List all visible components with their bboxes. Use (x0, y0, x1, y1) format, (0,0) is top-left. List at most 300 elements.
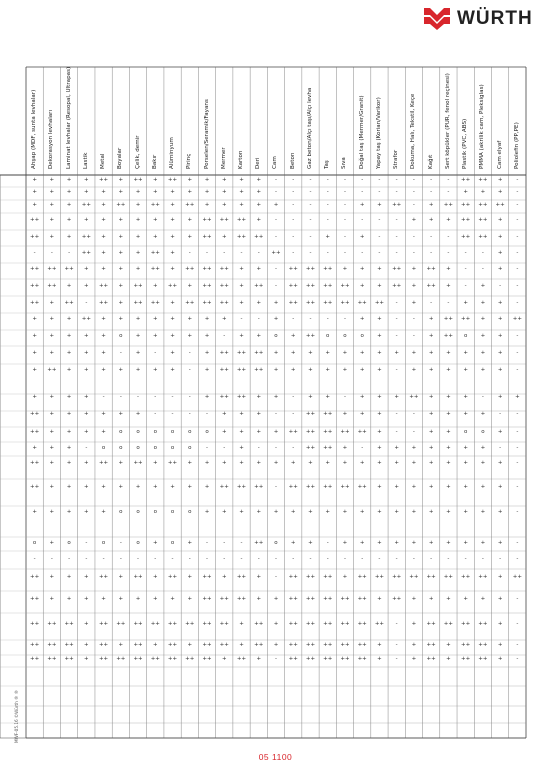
table-cell: + (101, 429, 106, 435)
table-cell: ++ (167, 177, 178, 183)
table-cell: - (206, 250, 209, 256)
table-cell: ++ (202, 283, 212, 289)
table-cell: + (446, 596, 451, 602)
table-cell: ++ (150, 250, 160, 256)
table-cell: o (153, 509, 157, 515)
table-cell: + (66, 411, 72, 417)
table-cell: - (395, 316, 398, 322)
table-cell: - (274, 189, 277, 195)
table-cell: + (428, 333, 434, 339)
table-cell: + (480, 460, 486, 466)
table-cell: - (412, 556, 415, 562)
table-cell: + (32, 394, 37, 400)
table-cell: - (274, 217, 277, 223)
table-cell: + (84, 429, 89, 435)
table-cell: + (394, 540, 399, 546)
table-cell: - (292, 316, 295, 322)
table-cell: ++ (512, 574, 522, 580)
header-label: Karton (238, 150, 244, 169)
table-cell: + (480, 445, 486, 451)
table-cell: + (66, 177, 72, 183)
table-cell: + (135, 266, 141, 272)
header-7 (129, 67, 146, 175)
table-cell: ++ (478, 642, 488, 648)
table-cell: + (118, 300, 124, 306)
table-cell: ++ (219, 596, 229, 602)
table-cell: + (153, 177, 158, 183)
table-cell: + (153, 574, 158, 580)
table-cell: ++ (219, 642, 229, 648)
table-cell: + (497, 333, 503, 339)
table-cell: + (66, 316, 72, 322)
table-cell: + (239, 460, 244, 466)
table-cell: ++ (340, 621, 350, 627)
table-cell: + (118, 189, 124, 195)
table-cell: - (343, 217, 346, 223)
table-cell: - (326, 540, 329, 546)
table-cell: + (480, 300, 486, 306)
table-cell: + (273, 367, 279, 373)
table-cell: - (464, 250, 467, 256)
table-cell: + (480, 596, 486, 602)
table-cell: + (204, 333, 210, 339)
table-cell: ++ (30, 484, 40, 490)
table-cell: + (428, 460, 434, 466)
table-cell: + (101, 189, 106, 195)
table-cell: + (256, 202, 262, 208)
table-cell: - (188, 250, 191, 256)
table-cell: + (239, 333, 244, 339)
table-cell: - (378, 177, 381, 183)
table-cell: - (361, 189, 364, 195)
table-cell: + (497, 300, 503, 306)
table-cell: ++ (288, 484, 298, 490)
table-cell: + (135, 202, 141, 208)
table-cell: + (411, 484, 417, 490)
table-cell: + (101, 234, 106, 240)
table-cell: - (395, 429, 398, 435)
table-cell: - (499, 283, 502, 289)
table-cell: + (497, 509, 503, 515)
table-cell: ++ (357, 642, 367, 648)
header-label: Pirinç (186, 153, 193, 169)
table-cell: + (66, 509, 72, 515)
table-cell: + (118, 217, 124, 223)
table-cell: + (428, 217, 434, 223)
table-cell: + (446, 283, 451, 289)
header-27 (474, 67, 491, 175)
table-cell: - (516, 460, 519, 466)
table-cell: + (377, 367, 382, 373)
table-cell: + (239, 202, 244, 208)
header-17 (302, 67, 319, 175)
table-cell: + (428, 411, 434, 417)
header-11 (198, 67, 215, 175)
table-cell: - (447, 300, 450, 306)
table-cell: ++ (236, 350, 247, 356)
table-cell: - (309, 556, 312, 562)
table-cell: o (481, 429, 485, 435)
table-cell: - (447, 556, 450, 562)
table-cell: + (411, 300, 417, 306)
table-cell: + (411, 540, 417, 546)
table-cell: + (49, 445, 55, 451)
table-cell: - (50, 250, 53, 256)
table-cell: + (170, 367, 175, 373)
header-20 (354, 67, 371, 175)
table-cell: + (325, 234, 331, 240)
table-cell: - (309, 234, 312, 240)
table-cell: ++ (357, 300, 367, 306)
table-cell: + (497, 484, 503, 490)
table-cell: ++ (116, 621, 126, 627)
table-cell: o (360, 333, 364, 339)
table-cell: - (378, 217, 381, 223)
table-cell: - (395, 300, 398, 306)
table-cell: ++ (167, 283, 178, 289)
table-cell: + (497, 460, 503, 466)
table-cell: + (101, 266, 106, 272)
header-13 (233, 67, 250, 175)
table-cell: - (68, 250, 71, 256)
table-cell: ++ (30, 283, 40, 289)
table-cell: - (481, 250, 484, 256)
table-cell: + (428, 367, 434, 373)
table-cell: + (49, 234, 55, 240)
table-cell: + (428, 202, 434, 208)
table-cell: - (206, 411, 209, 417)
table-cell: - (292, 189, 295, 195)
table-cell: + (153, 642, 158, 648)
table-cell: + (187, 283, 193, 289)
table-cell: + (221, 177, 227, 183)
table-cell: + (359, 460, 365, 466)
table-cell: + (428, 540, 434, 546)
table-cell: + (359, 394, 365, 400)
table-cell: - (395, 411, 398, 417)
table-cell: + (394, 394, 399, 400)
table-cell: + (84, 574, 89, 580)
table-cell: - (119, 540, 122, 546)
table-cell: + (135, 411, 141, 417)
table-cell: ++ (47, 656, 57, 662)
table-cell: + (204, 189, 210, 195)
table-cell: - (326, 250, 329, 256)
table-cell: + (221, 429, 227, 435)
table-cell: + (118, 266, 124, 272)
table-cell: - (516, 621, 519, 627)
table-cell: ++ (426, 642, 436, 648)
table-cell: ++ (305, 656, 316, 662)
table-cell: + (135, 234, 141, 240)
table-cell: - (430, 250, 433, 256)
table-cell: + (187, 217, 193, 223)
table-cell: - (395, 656, 398, 662)
table-cell: ++ (443, 333, 453, 339)
table-cell: + (153, 217, 158, 223)
table-cell: + (66, 394, 72, 400)
table-cell: - (395, 556, 398, 562)
table-cell: + (377, 460, 382, 466)
table-cell: - (481, 266, 484, 272)
table-cell: ++ (116, 202, 126, 208)
table-cell: + (101, 217, 106, 223)
table-cell: + (256, 574, 262, 580)
table-cell: + (359, 283, 365, 289)
table-cell: + (480, 350, 486, 356)
table-cell: + (394, 445, 399, 451)
table-cell: ++ (64, 621, 74, 627)
table-cell: + (153, 333, 158, 339)
table-cell: - (412, 429, 415, 435)
table-cell: o (170, 445, 175, 451)
table-cell: + (135, 316, 141, 322)
table-cell: ++ (236, 234, 247, 240)
table-cell: ++ (219, 484, 229, 490)
table-cell: - (171, 411, 174, 417)
table-cell: + (153, 316, 158, 322)
table-cell: - (499, 445, 502, 451)
table-cell: + (394, 484, 399, 490)
table-cell: + (256, 429, 262, 435)
table-cell: ++ (133, 642, 143, 648)
table-cell: + (480, 189, 486, 195)
table-cell: + (463, 540, 468, 546)
table-cell: + (290, 350, 296, 356)
table-cell: + (359, 367, 365, 373)
table-cell: + (342, 540, 348, 546)
table-cell: + (49, 300, 55, 306)
table-cell: - (326, 217, 329, 223)
table-cell: - (343, 234, 346, 240)
header-9 (164, 67, 181, 175)
table-cell: - (516, 656, 519, 662)
table-cell: ++ (374, 300, 385, 306)
table-cell: ++ (323, 266, 333, 272)
table-cell: + (49, 484, 55, 490)
table-cell: - (119, 350, 122, 356)
table-cell: - (33, 556, 36, 562)
table-cell: - (137, 394, 140, 400)
table-cell: - (361, 177, 364, 183)
table-cell: o (101, 445, 106, 451)
table-cell: ++ (288, 300, 298, 306)
table-cell: + (101, 333, 106, 339)
table-cell: - (188, 411, 191, 417)
table-cell: ++ (236, 484, 247, 490)
table-cell: + (221, 656, 227, 662)
table-cell: + (325, 350, 331, 356)
table-cell: ++ (323, 621, 333, 627)
table-cell: + (204, 177, 210, 183)
table-cell: + (308, 350, 313, 356)
header-label: Plastik (PVC, ABS) (462, 118, 469, 169)
table-cell: o (343, 333, 347, 339)
table-cell: + (325, 394, 331, 400)
header-5 (95, 67, 112, 175)
table-cell: + (204, 350, 210, 356)
table-cell: + (49, 177, 55, 183)
table-cell: - (326, 177, 329, 183)
table-cell: - (412, 177, 415, 183)
table-cell: + (377, 394, 382, 400)
table-cell: + (221, 574, 227, 580)
table-cell: + (256, 189, 262, 195)
table-cell: + (377, 411, 382, 417)
table-cell: + (49, 316, 55, 322)
table-cell: ++ (305, 411, 316, 417)
table-cell: - (343, 177, 346, 183)
table-cell: + (342, 445, 348, 451)
header-label: Cam (272, 156, 279, 169)
table-cell: + (480, 283, 486, 289)
table-cell: ++ (288, 283, 298, 289)
table-cell: + (187, 316, 193, 322)
table-cell: - (516, 234, 519, 240)
table-cell: ++ (98, 177, 109, 183)
table-cell: + (411, 460, 417, 466)
table-cell: - (464, 556, 467, 562)
table-cell: - (412, 411, 415, 417)
table-cell: ++ (98, 574, 109, 580)
table-cell: + (118, 642, 124, 648)
table-cell: + (187, 333, 193, 339)
table-cell: ++ (461, 656, 471, 662)
table-cell: + (497, 367, 503, 373)
table-cell: ++ (478, 621, 488, 627)
table-cell: + (359, 350, 365, 356)
table-cell: + (480, 411, 486, 417)
table-cell: + (32, 189, 37, 195)
table-cell: ++ (323, 642, 333, 648)
table-cell: + (187, 177, 193, 183)
table-cell: + (221, 509, 227, 515)
table-cell: - (516, 300, 519, 306)
table-cell: + (377, 350, 382, 356)
table-cell: + (377, 333, 382, 339)
logo-text: WÜRTH (457, 8, 533, 29)
table-cell: ++ (461, 234, 471, 240)
table-cell: + (463, 189, 468, 195)
table-cell: - (274, 411, 277, 417)
table-cell: + (66, 460, 72, 466)
table-cell: ++ (98, 621, 109, 627)
table-cell: o (101, 540, 106, 546)
table-cell: - (447, 189, 450, 195)
table-cell: - (309, 177, 312, 183)
table-cell: ++ (443, 202, 453, 208)
table-cell: + (84, 509, 89, 515)
table-cell: + (463, 350, 468, 356)
table-cell: + (153, 189, 158, 195)
table-cell: + (118, 283, 124, 289)
table-cell: ++ (323, 283, 333, 289)
table-cell: o (136, 429, 140, 435)
table-cell: + (239, 509, 244, 515)
table-cell: + (497, 574, 503, 580)
table-cell: ++ (30, 266, 40, 272)
table-cell: + (273, 596, 279, 602)
table-cell: + (135, 596, 141, 602)
table-cell: + (49, 574, 55, 580)
header-19 (336, 67, 353, 175)
table-cell: - (188, 350, 191, 356)
table-cell: + (377, 484, 382, 490)
table-cell: + (359, 411, 365, 417)
table-cell: - (274, 445, 277, 451)
header-1 (26, 67, 43, 175)
table-cell: + (49, 217, 55, 223)
table-cell: ++ (202, 217, 212, 223)
header-28 (492, 67, 509, 175)
table-cell: + (66, 283, 72, 289)
table-cell: + (411, 266, 417, 272)
table-cell: - (326, 556, 329, 562)
table-cell: - (102, 556, 105, 562)
table-cell: + (66, 350, 72, 356)
table-cell: - (516, 333, 519, 339)
table-cell: - (395, 234, 398, 240)
table-cell: ++ (150, 656, 160, 662)
table-cell: + (187, 460, 193, 466)
table-cell: + (273, 316, 279, 322)
table-cell: + (497, 656, 503, 662)
table-cell: - (516, 266, 519, 272)
table-cell: + (256, 394, 262, 400)
table-cell: + (377, 202, 382, 208)
table-cell: ++ (133, 177, 143, 183)
table-cell: + (101, 350, 106, 356)
table-cell: ++ (461, 621, 471, 627)
sidebar-doc-code: MWF-05.16 ©Würth ® ® (14, 690, 19, 743)
table-cell: ++ (461, 217, 471, 223)
table-cell: + (239, 300, 244, 306)
table-cell: - (206, 556, 209, 562)
table-cell: + (411, 350, 417, 356)
table-cell: - (309, 250, 312, 256)
table-cell: ++ (64, 656, 74, 662)
table-cell: + (446, 217, 451, 223)
table-cell: + (428, 509, 434, 515)
table-cell: + (411, 642, 417, 648)
table-cell: ++ (426, 574, 436, 580)
table-cell: + (84, 333, 89, 339)
table-cell: + (135, 189, 141, 195)
table-cell: ++ (323, 484, 333, 490)
table-cell: ++ (288, 596, 298, 602)
table-cell: + (256, 411, 262, 417)
table-cell: o (119, 429, 123, 435)
table-cell: - (361, 445, 364, 451)
table-cell: ++ (340, 429, 350, 435)
table-cell: + (84, 621, 89, 627)
table-cell: ++ (47, 642, 57, 648)
table-cell: + (308, 460, 313, 466)
table-cell: + (497, 350, 503, 356)
table-cell: + (497, 316, 503, 322)
table-cell: ++ (461, 642, 471, 648)
table-cell: ++ (305, 333, 316, 339)
table-cell: - (309, 189, 312, 195)
table-cell: ++ (392, 283, 402, 289)
table-cell: ++ (202, 266, 212, 272)
table-cell: - (412, 202, 415, 208)
table-cell: - (326, 189, 329, 195)
table-cell: - (395, 250, 398, 256)
table-cell: + (187, 642, 193, 648)
table-cell: + (497, 250, 503, 256)
table-cell: ++ (202, 621, 212, 627)
